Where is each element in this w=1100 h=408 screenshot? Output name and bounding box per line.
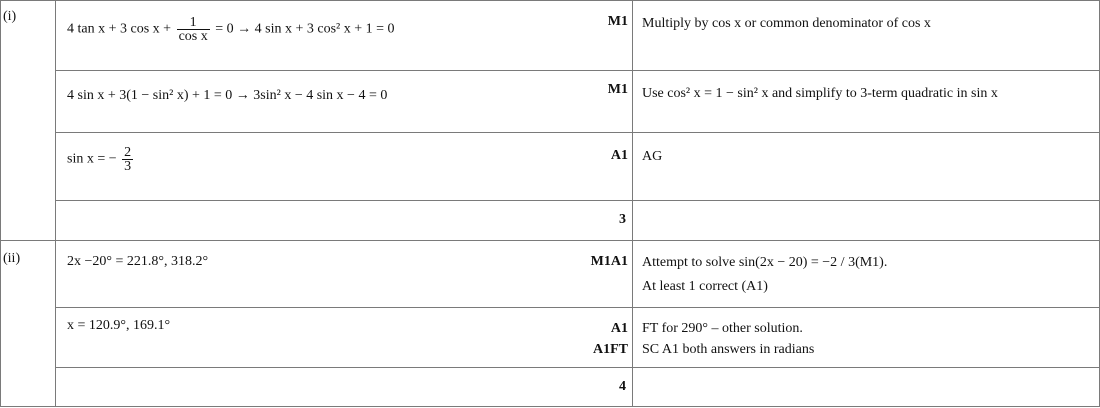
working-line (67, 16, 395, 43)
guidance-text: Multiply by cos x or common denominator of cos x (642, 16, 931, 31)
fraction-denominator: cos x (178, 29, 208, 44)
fraction (122, 146, 133, 173)
guidance-text: Use cos² x = 1 − sin² x and simplify to 3-term quadratic in sin x (642, 86, 998, 101)
fraction-numerator: 1 (177, 16, 210, 30)
section-divider (0, 240, 1100, 241)
mark-code: A1 (610, 148, 628, 163)
working-line: 2x −20° = 221.8°, 318.2° (67, 254, 209, 269)
guidance-line: SC A1 both answers in radians (642, 342, 815, 357)
working-line: 4 sin x + 3(1 − sin² x) + 1 = 0 → 3sin² x − 4 sin x − 4 = 0 (67, 88, 388, 103)
row-divider (55, 132, 1100, 133)
working-text: 4 tan x + 3 cos x + (67, 21, 175, 37)
working-line: x = 120.9°, 169.1° (67, 318, 171, 333)
fraction (177, 16, 210, 43)
row-divider (55, 70, 1100, 71)
table-border-left (0, 0, 1, 407)
part-total: 4 (619, 379, 626, 394)
table-border-top (0, 0, 1100, 1)
table-border-bottom (0, 406, 1100, 407)
guidance-line: FT for 290° – other solution. (642, 321, 803, 336)
mark-code: A1 (610, 321, 628, 336)
fraction-denominator: 3 (124, 159, 132, 174)
mark-code: A1FT (593, 342, 628, 357)
mark-code: M1 (607, 82, 628, 97)
guidance-line: At least 1 correct (A1) (642, 279, 768, 294)
part-label-i: (i) (3, 9, 17, 24)
part-total: 3 (619, 212, 626, 227)
mark-codes (553, 318, 628, 360)
column-divider-mark (632, 0, 633, 407)
guidance-text: AG (642, 149, 663, 164)
mark-code: M1 (607, 14, 628, 29)
column-divider-work (55, 0, 56, 407)
guidance-text (642, 318, 1092, 360)
working-text: = 0 → 4 sin x + 3 cos² x + 1 = 0 (215, 21, 395, 37)
fraction-numerator: 2 (124, 145, 132, 160)
part-label-ii: (ii) (3, 251, 21, 266)
mark-code: M1A1 (590, 254, 628, 269)
guidance-text (642, 252, 1092, 297)
working-text: sin x = − (67, 151, 117, 167)
row-divider (55, 307, 1100, 308)
row-divider (55, 367, 1100, 368)
row-divider (55, 200, 1100, 201)
working-line (67, 146, 135, 173)
guidance-line: Attempt to solve sin(2x − 20) = −2 / 3(M1). (642, 255, 888, 270)
